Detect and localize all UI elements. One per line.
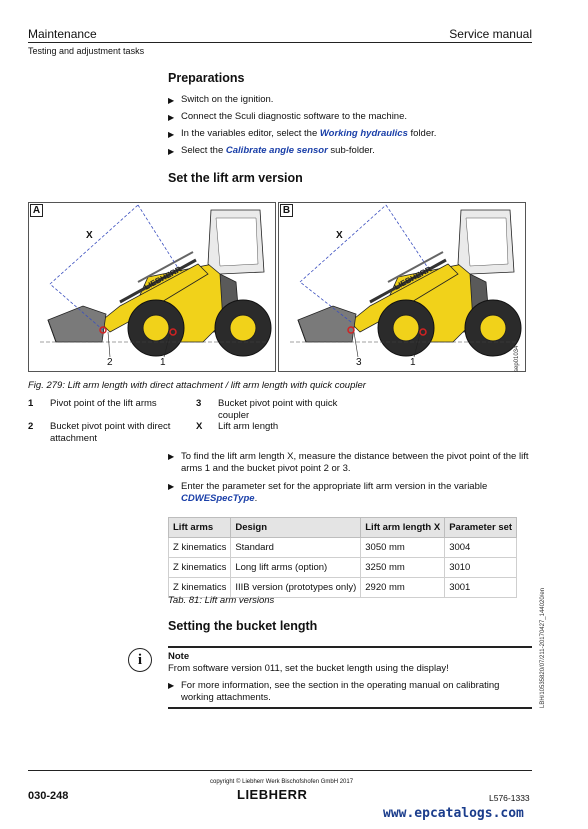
- table-header: Lift arm length X: [361, 518, 445, 538]
- table-cell: Z kinematics: [169, 538, 231, 558]
- subsection-title: Testing and adjustment tasks: [28, 46, 145, 56]
- callout-3-b: 3: [356, 357, 362, 368]
- legend-num-2: 2: [28, 421, 34, 432]
- table-cell: 3010: [445, 558, 517, 578]
- label-x-a: X: [86, 230, 93, 241]
- table-cell: 2920 mm: [361, 578, 445, 598]
- table-header: Design: [231, 518, 361, 538]
- table-caption: Tab. 81: Lift arm versions: [168, 595, 275, 606]
- table-cell: Z kinematics: [169, 578, 231, 598]
- bullet-triangle-icon: ▶: [168, 452, 175, 461]
- prep-step-4: ▶ Select the Calibrate angle sensor sub-folder.: [168, 145, 375, 156]
- section-title: Maintenance: [28, 27, 97, 41]
- note-text: From software version 011, set the bucket length using the display!: [168, 663, 449, 674]
- table-header: Parameter set: [445, 518, 517, 538]
- legend-text-x: Lift arm length: [218, 421, 279, 432]
- watermark: www.epcatalogs.com: [383, 806, 524, 821]
- table-header: Lift arms: [169, 518, 231, 538]
- label-x-b: X: [336, 230, 343, 241]
- note-top-rule: [168, 646, 532, 648]
- loader-illustration-a: [48, 210, 271, 356]
- link-working-hydraulics[interactable]: Working hydraulics: [319, 128, 408, 139]
- lift-step-2: ▶ Enter the parameter set for the appropriate lift arm version in the variable CDWESpecType.: [168, 481, 488, 504]
- manual-title: Service manual: [449, 27, 532, 41]
- figure-caption: Fig. 279: Lift arm length with direct attachment / lift arm length with quick coupler: [28, 380, 366, 391]
- lift-arm-table: [168, 517, 517, 598]
- loader-illustration-b: [298, 210, 521, 356]
- lift-arm-figure: [28, 202, 528, 372]
- link-cdwespectype[interactable]: CDWESpecType: [181, 493, 255, 504]
- table-cell: Standard: [231, 538, 361, 558]
- note-bottom-rule: [168, 707, 532, 709]
- page-number: 030-248: [28, 790, 69, 802]
- prep-step-3: ▶ In the variables editor, select the Working hydraulics folder.: [168, 128, 437, 139]
- legend-num-1: 1: [28, 398, 34, 409]
- prep-step-1: ▶ Switch on the ignition.: [168, 94, 274, 105]
- bullet-triangle-icon: ▶: [168, 113, 175, 122]
- table-cell: 3050 mm: [361, 538, 445, 558]
- table-cell: 3001: [445, 578, 517, 598]
- bullet-triangle-icon: ▶: [168, 681, 175, 690]
- table-header-row: [169, 518, 517, 538]
- table-cell: Z kinematics: [169, 558, 231, 578]
- prep-step-2: ▶ Connect the Sculi diagnostic software to the machine.: [168, 111, 408, 122]
- panel-a-label: A: [30, 204, 43, 217]
- copyright: copyright © Liebherr Werk Bischofshofen GmbH 2017: [210, 779, 354, 785]
- callout-1-b: 1: [410, 357, 416, 368]
- table-cell: Long lift arms (option): [231, 558, 361, 578]
- bucket-heading: Setting the bucket length: [168, 619, 318, 633]
- table-row: [169, 558, 517, 578]
- info-icon: i: [128, 648, 152, 672]
- legend-text-2: Bucket pivot point with direct attachment: [50, 421, 171, 444]
- table-cell: 3250 mm: [361, 558, 445, 578]
- side-document-code: LBH/10535820/07/211-20170427_144020/en: [540, 588, 546, 708]
- note-title: Note: [168, 651, 190, 662]
- header-rule: [28, 42, 532, 43]
- legend-num-3: 3: [196, 398, 202, 409]
- callout-2-a: 2: [107, 357, 113, 368]
- table-cell: 3004: [445, 538, 517, 558]
- panel-b-label: B: [280, 204, 293, 217]
- bullet-triangle-icon: ▶: [168, 147, 175, 156]
- table-row: [169, 538, 517, 558]
- lift-arm-heading: Set the lift arm version: [168, 171, 303, 185]
- table-cell: IIIB version (prototypes only): [231, 578, 361, 598]
- figure-code: sep01034: [514, 345, 520, 372]
- note-step: ▶ For more information, see the section in the operating manual on calibrating working attachments.: [168, 680, 500, 703]
- bullet-triangle-icon: ▶: [168, 130, 175, 139]
- callout-1-a: 1: [160, 357, 166, 368]
- legend-text-3: Bucket pivot point with quick coupler: [218, 398, 338, 421]
- legend-num-x: X: [196, 421, 203, 432]
- link-calibrate-angle-sensor[interactable]: Calibrate angle sensor: [225, 145, 328, 156]
- bullet-triangle-icon: ▶: [168, 96, 175, 105]
- liebherr-logo: LIEBHERR: [237, 787, 308, 802]
- lift-step-1: ▶ To find the lift arm length X, measure the distance between the pivot point of the lift arms 1 and the bucket pivot point 2 or 3.: [168, 451, 529, 474]
- preparations-heading: Preparations: [168, 71, 245, 85]
- model-number: L576-1333: [489, 793, 530, 803]
- bullet-triangle-icon: ▶: [168, 482, 175, 491]
- footer-rule: [28, 770, 532, 771]
- legend-text-1: Pivot point of the lift arms: [50, 398, 157, 409]
